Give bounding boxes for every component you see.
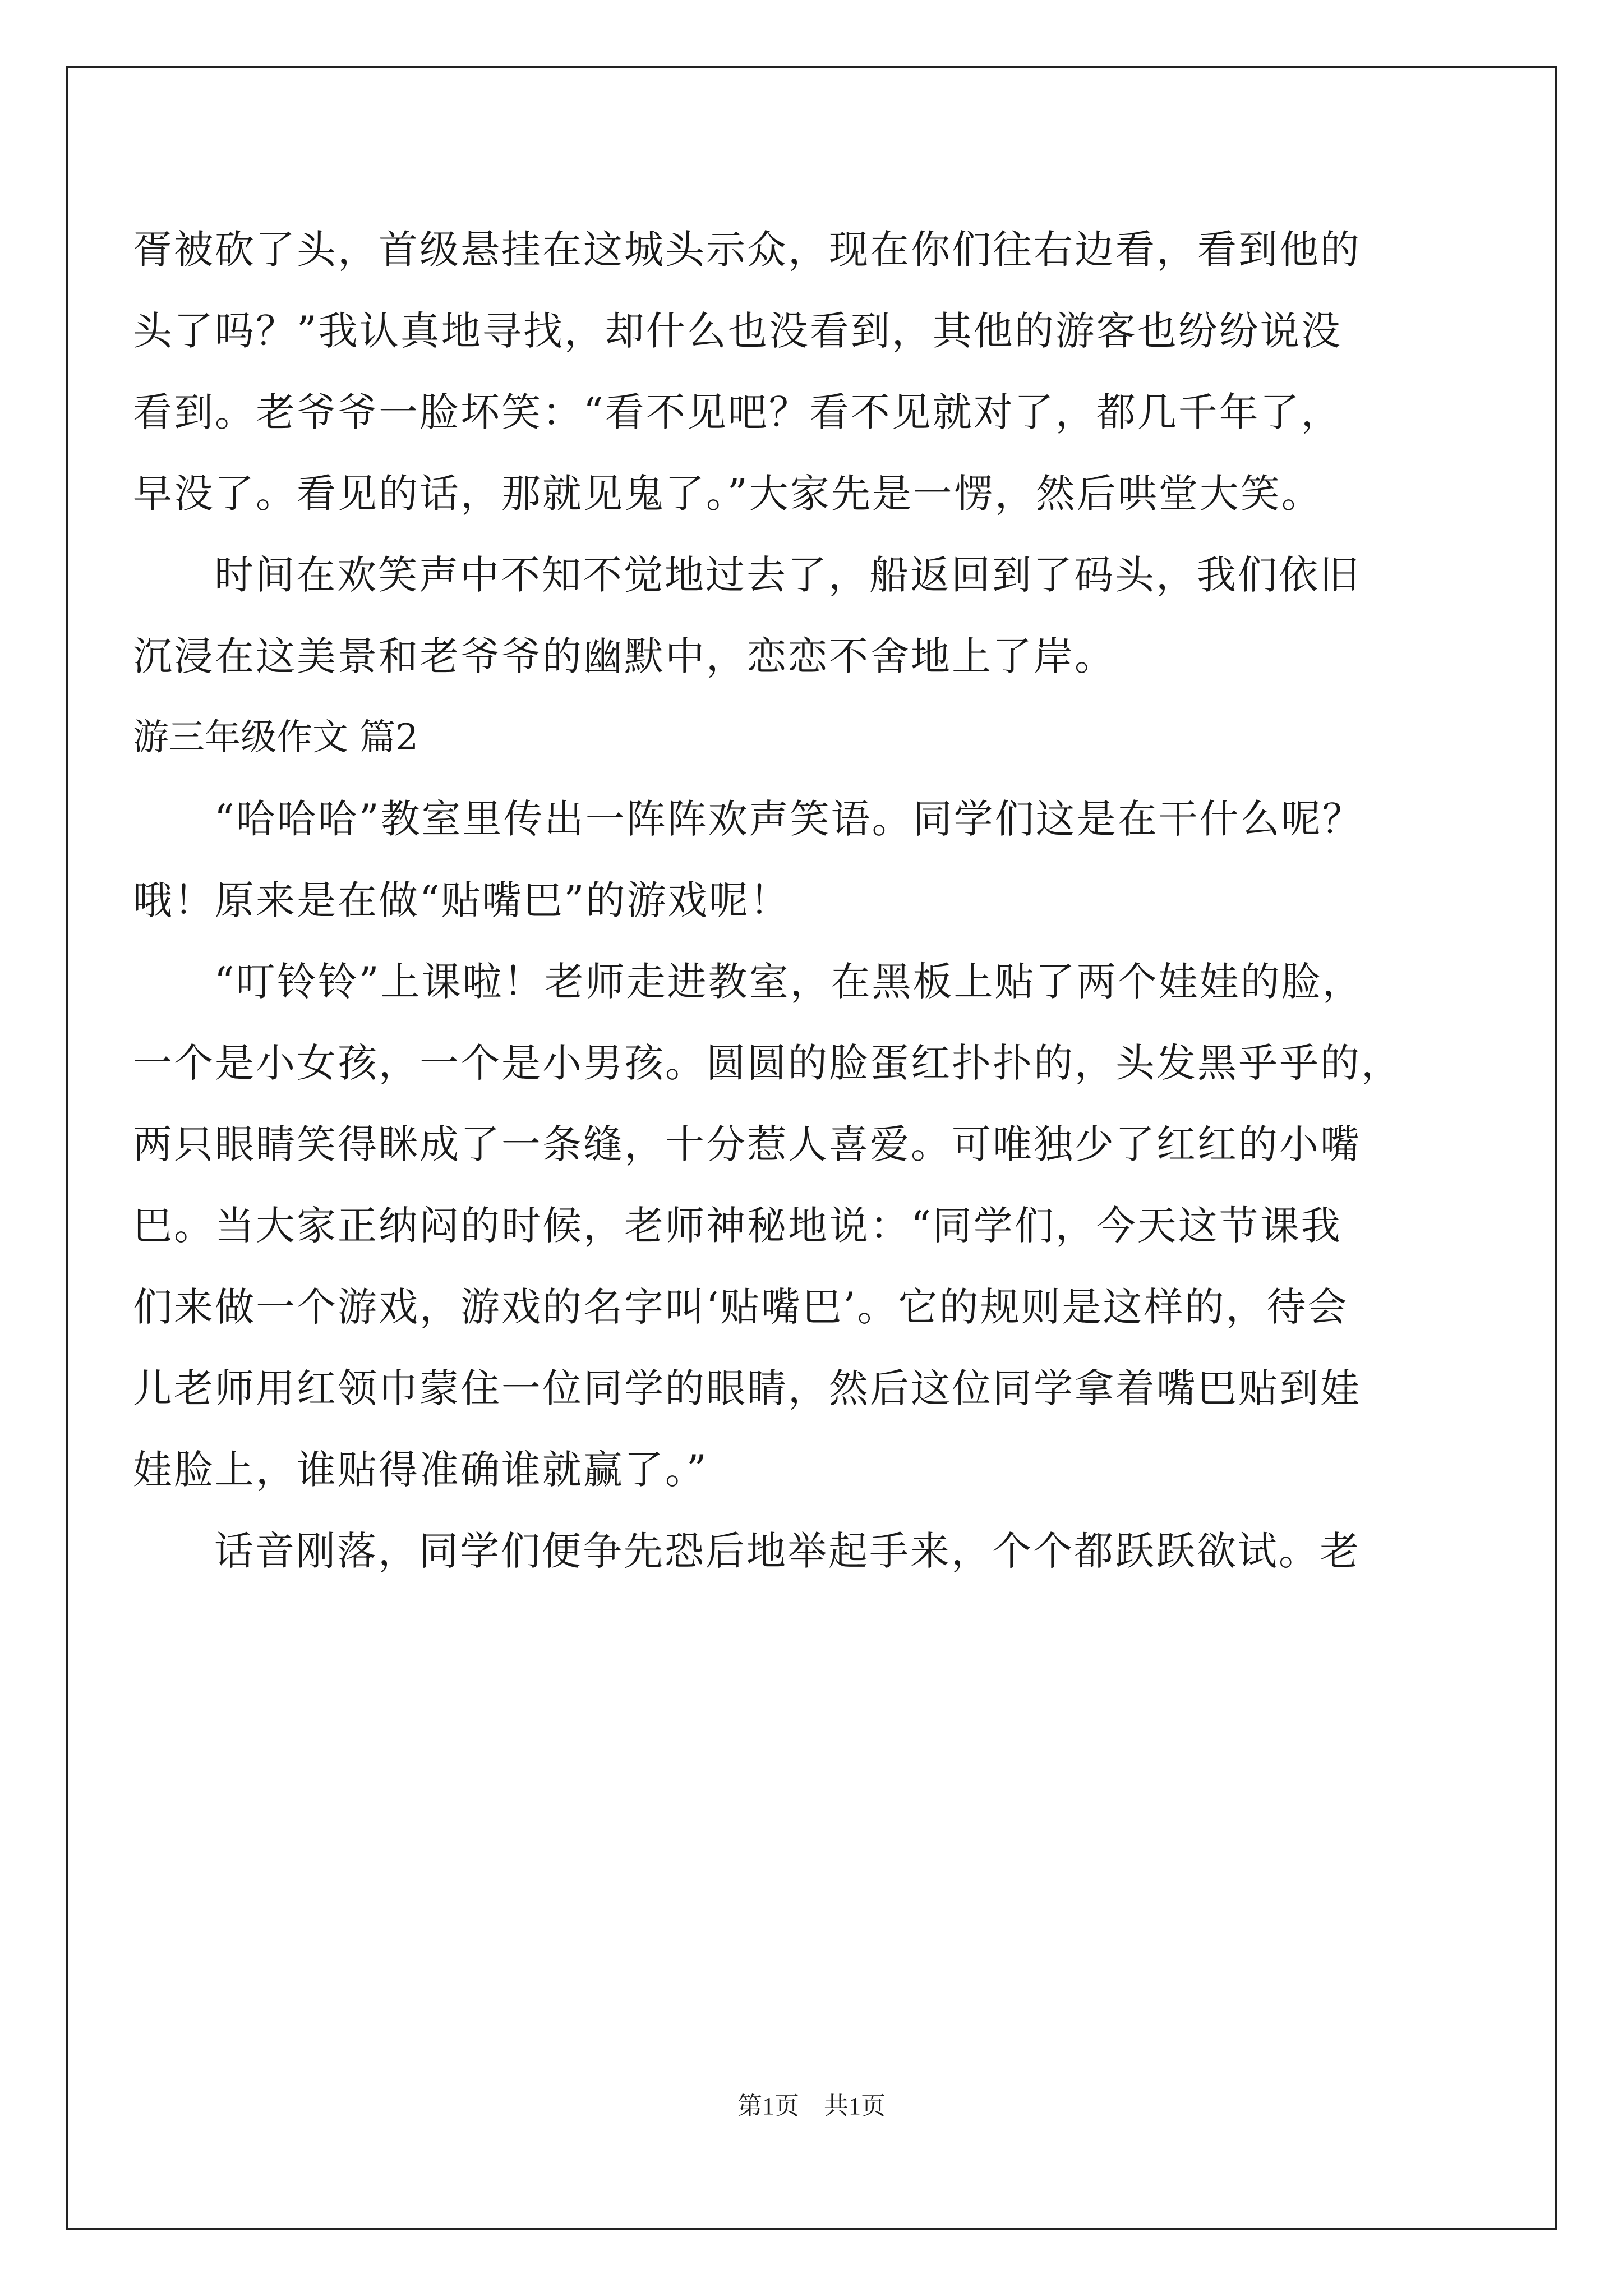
text-line: 哦！原来是在做“贴嘴巴”的游戏呢！ — [133, 877, 791, 923]
page-footer: 第1页 共1页 — [737, 2092, 886, 2120]
text-line: 胥被砍了头，首级悬挂在这城头示众，现在你们往右边看，看到他的 — [133, 227, 1361, 273]
text-line: 看到。老爷爷一脸坏笑：“看不见吧？看不见就对了，都几千年了， — [133, 389, 1342, 435]
text-line: 巴。当大家正纳闷的时候，老师神秘地说：“同学们，今天这节课我 — [133, 1203, 1342, 1249]
text-line: “哈哈哈”教室里传出一阵阵欢声笑语。同学们这是在干什么呢？ — [214, 796, 1363, 842]
text-line: 头了吗？”我认真地寻找，却什么也没看到，其他的游客也纷纷说没 — [133, 308, 1342, 354]
text-line: 时间在欢笑声中不知不觉地过去了，船返回到了码头，我们依旧 — [214, 552, 1361, 598]
text-line: 们来做一个游戏，游戏的名字叫‘贴嘴巴’。它的规则是这样的，待会 — [133, 1284, 1349, 1330]
text-line: 话音刚落，同学们便争先恐后地举起手来，个个都跃跃欲试。老 — [214, 1528, 1361, 1574]
text-line: 两只眼睛笑得眯成了一条缝，十分惹人喜爱。可唯独少了红红的小嘴 — [133, 1121, 1361, 1167]
text-line: 一个是小女孩，一个是小男孩。圆圆的脸蛋红扑扑的，头发黑乎乎的， — [133, 1040, 1402, 1086]
text-line: “叮铃铃”上课啦！老师走进教室，在黑板上贴了两个娃娃的脸， — [214, 959, 1363, 1005]
section-heading: 游三年级作文 篇2 — [133, 717, 419, 758]
text-line: 娃脸上，谁贴得准确谁就赢了。” — [133, 1447, 708, 1493]
text-line: 沉浸在这美景和老爷爷的幽默中，恋恋不舍地上了岸。 — [133, 633, 1115, 679]
text-line: 早没了。看见的话，那就见鬼了。”大家先是一愣，然后哄堂大笑。 — [133, 471, 1322, 517]
text-line: 儿老师用红领巾蒙住一位同学的眼睛，然后这位同学拿着嘴巴贴到娃 — [133, 1365, 1361, 1411]
